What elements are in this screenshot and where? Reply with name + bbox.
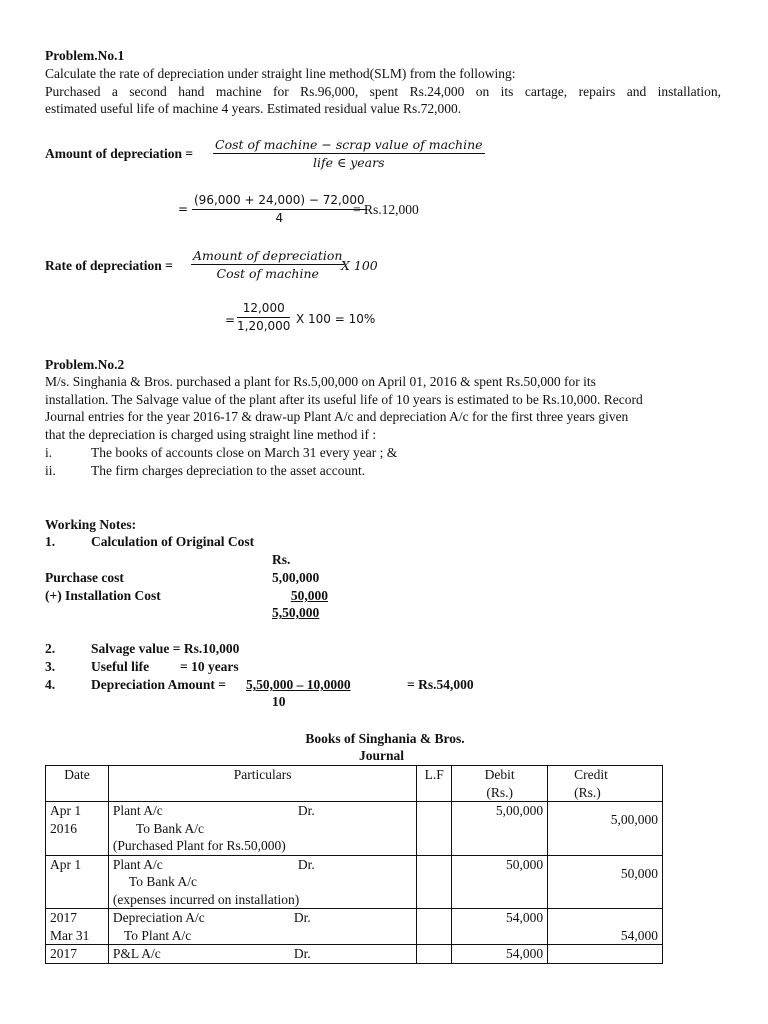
rate-formula-numerator: Amount of depreciation: [193, 248, 343, 263]
entry-lf: [417, 945, 452, 964]
calc-1-equals: =: [178, 202, 189, 216]
installation-cost-value: 50,000: [290, 588, 328, 603]
journal-table: [45, 765, 663, 964]
journal-title: Journal: [359, 748, 405, 763]
entry-to-account: To Bank A/c: [135, 820, 204, 836]
rs-column-header: Rs.: [272, 552, 291, 567]
calc-2-equals: =: [225, 313, 236, 327]
entry-credit: [548, 945, 663, 964]
problem-2-item-text: The books of accounts close on March 31 every year ; &: [91, 445, 398, 460]
entry-date-line-1: Apr 1: [50, 856, 82, 872]
table-row: [46, 855, 663, 909]
calc-1-denominator: 4: [275, 211, 284, 225]
entry-particulars: [108, 855, 416, 909]
calc-2-denominator: 1,20,000: [237, 319, 291, 333]
header-lf: L.F: [417, 766, 452, 802]
entry-date-line-2: Mar 31: [50, 927, 90, 943]
entry-dr: Dr.: [293, 946, 311, 961]
problem-2-item-text: The firm charges depreciation to the asset account.: [91, 463, 366, 478]
entry-debit: 5,00,000: [452, 802, 548, 856]
working-note-number: 2.: [45, 641, 56, 656]
rate-of-depreciation-label: Rate of depreciation =: [45, 258, 173, 273]
entry-date-line-1: 2017: [50, 946, 77, 961]
entry-narration: (expenses incurred on installation): [112, 891, 300, 907]
problem-1-line-3: estimated useful life of machine 4 years. Estimated residual value Rs.72,000.: [45, 101, 462, 116]
entry-dr: Dr.: [297, 856, 315, 872]
rate-formula-denominator: Cost of machine: [216, 266, 319, 281]
working-note-number: 1.: [45, 534, 56, 549]
entry-debit-line: [113, 945, 412, 963]
entry-credit: 50,000: [548, 855, 663, 909]
depreciation-amount-label: Depreciation Amount =: [91, 677, 226, 692]
problem-2-item-number: i.: [45, 445, 53, 460]
purchase-cost-value: 5,00,000: [272, 570, 320, 585]
entry-account: Depreciation A/c: [112, 910, 205, 925]
salvage-value-note: Salvage value = Rs.10,000: [91, 641, 240, 656]
entry-date-line-1: Apr 1: [50, 803, 82, 818]
journal-header-row: [46, 766, 663, 802]
depreciation-amount-numerator: 5,50,000 – 10,0000: [246, 677, 351, 692]
entry-debit-line: [113, 802, 412, 820]
amount-of-depreciation-label: Amount of depreciation =: [45, 146, 194, 161]
calc-2-result: X 100 = 10%: [296, 312, 376, 326]
rate-formula: [191, 247, 344, 282]
working-note-1-title: Calculation of Original Cost: [91, 534, 255, 549]
header-debit: [452, 766, 548, 802]
entry-date: [46, 802, 109, 856]
working-note-number: 3.: [45, 659, 56, 674]
depreciation-formula-denominator: life ∈ years: [313, 155, 385, 170]
books-title-wrap: [45, 731, 721, 747]
header-credit-unit: (Rs.): [574, 784, 601, 800]
entry-debit: 50,000: [452, 855, 548, 909]
working-notes-title: Working Notes:: [45, 517, 137, 532]
header-debit-unit: (Rs.): [486, 784, 513, 800]
table-row: [46, 945, 663, 964]
table-row: [46, 909, 663, 945]
entry-credit: 54,000: [548, 909, 663, 945]
entry-credit: 5,00,000: [548, 802, 663, 856]
entry-lf: [417, 909, 452, 945]
depreciation-amount-denominator: 10: [272, 694, 286, 709]
entry-particulars: [108, 909, 416, 945]
entry-debit-line: [113, 856, 412, 874]
useful-life-value: = 10 years: [180, 659, 239, 674]
purchase-cost-label: Purchase cost: [45, 570, 124, 585]
problem-1-line-1: Calculate the rate of depreciation under straight line method(SLM) from the following:: [45, 66, 516, 81]
installation-cost-label: (+) Installation Cost: [45, 588, 161, 603]
entry-date-line-1: 2017: [50, 910, 77, 925]
books-title: Books of Singhania & Bros.: [305, 731, 465, 746]
working-note-number: 4.: [45, 677, 56, 692]
entry-debit-line: [113, 909, 412, 927]
depreciation-formula: [213, 136, 485, 171]
entry-debit: 54,000: [452, 945, 548, 964]
entry-date: [46, 855, 109, 909]
entry-to-account: To Bank A/c: [128, 874, 197, 889]
entry-dr: Dr.: [297, 803, 315, 818]
entry-account: P&L A/c: [112, 946, 161, 961]
entry-date: [46, 909, 109, 945]
header-credit-label: Credit: [574, 767, 608, 782]
problem-2-line-1: M/s. Singhania & Bros. purchased a plant for Rs.5,00,000 on April 01, 2016 & spent Rs.50,000 for its: [45, 374, 596, 389]
header-credit: [548, 766, 663, 802]
problem-2-item-number: ii.: [45, 463, 56, 478]
problem-2-title: Problem.No.2: [45, 357, 125, 372]
table-row: [46, 802, 663, 856]
entry-to-account: To Plant A/c: [123, 927, 192, 943]
original-cost-total: 5,50,000: [272, 605, 320, 620]
depreciation-amount-result: = Rs.54,000: [407, 677, 474, 692]
entry-particulars: [108, 945, 416, 964]
problem-1-line-2: Purchased a second hand machine for Rs.96,000, spent Rs.24,000 on its cartage, repairs and installation,: [45, 84, 721, 99]
calc-1-numerator: (96,000 + 24,000) − 72,000: [192, 192, 367, 210]
depreciation-formula-numerator: Cost of machine − scrap value of machine: [215, 137, 483, 152]
calc-2-fraction: [237, 300, 290, 335]
entry-date-line-2: 2016: [50, 820, 77, 836]
entry-lf: [417, 802, 452, 856]
entry-narration: (Purchased Plant for Rs.50,000): [112, 838, 286, 853]
entry-lf: [417, 855, 452, 909]
entry-particulars: [108, 802, 416, 856]
entry-dr: Dr.: [293, 910, 311, 925]
entry-account: Plant A/c: [112, 803, 163, 818]
header-particulars: Particulars: [108, 766, 416, 802]
useful-life-label: Useful life: [91, 659, 150, 674]
problem-2-line-2: installation. The Salvage value of the plant after its useful life of 10 years is estimated to be Rs.10,000. Record: [45, 392, 643, 407]
problem-2-line-4: that the depreciation is charged using straight line method if :: [45, 427, 377, 442]
entry-account: Plant A/c: [112, 856, 163, 872]
rate-formula-multiplier: X 100: [341, 258, 378, 273]
calc-1-fraction: [192, 192, 367, 227]
problem-1-title: Problem.No.1: [45, 48, 125, 63]
entry-debit: 54,000: [452, 909, 548, 945]
calc-1-result: = Rs.12,000: [353, 202, 419, 217]
entry-date: [46, 945, 109, 964]
problem-2-line-3: Journal entries for the year 2016-17 & draw-up Plant A/c and depreciation A/c for the first three years given: [45, 409, 629, 424]
header-date: Date: [46, 766, 109, 802]
calc-2-numerator: 12,000: [237, 300, 290, 318]
header-debit-label: Debit: [484, 767, 515, 782]
